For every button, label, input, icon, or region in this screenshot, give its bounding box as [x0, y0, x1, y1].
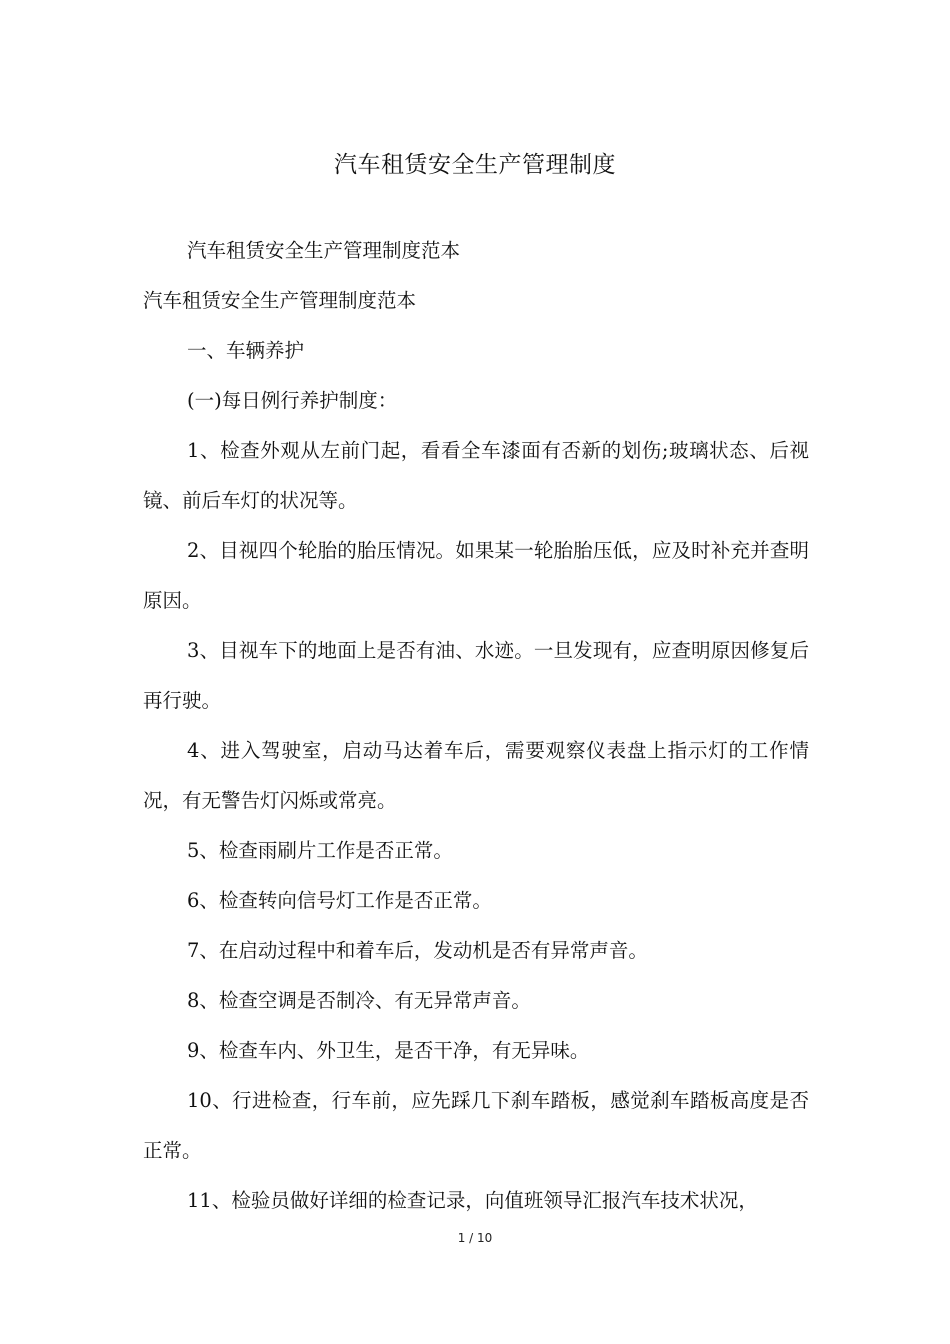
paragraph: 汽车租赁安全生产管理制度范本 — [143, 289, 417, 312]
document-title: 汽车租赁安全生产管理制度 — [334, 152, 616, 178]
subsection-heading: (一)每日例行养护制度： — [187, 389, 398, 412]
list-item: 8、检查空调是否制冷、有无异常声音。 — [187, 989, 531, 1012]
list-item: 9、检查车内、外卫生，是否干净，有无异味。 — [187, 1039, 590, 1062]
list-item: 3、目视车下的地面上是否有油、水迹。一旦发现有，应查明原因修复后再行驶。 — [143, 639, 809, 712]
page-number: 1 / 10 — [457, 1231, 493, 1245]
list-item: 5、检查雨刷片工作是否正常。 — [187, 839, 453, 862]
list-item: 7、在启动过程中和着车后，发动机是否有异常声音。 — [187, 939, 648, 962]
list-item: 2、目视四个轮胎的胎压情况。如果某一轮胎胎压低，应及时补充并查明原因。 — [143, 539, 809, 612]
list-item: 11、检验员做好详细的检查记录，向值班领导汇报汽车技术状况， — [187, 1189, 758, 1212]
list-item: 4、进入驾驶室，启动马达着车后，需要观察仪表盘上指示灯的工作情况，有无警告灯闪烁或常亮。 — [143, 739, 809, 812]
list-item: 10、行进检查，行车前，应先踩几下刹车踏板，感觉刹车踏板高度是否正常。 — [143, 1089, 809, 1162]
list-item: 6、检查转向信号灯工作是否正常。 — [187, 889, 492, 912]
section-heading: 一、车辆养护 — [187, 339, 305, 362]
document-body — [143, 226, 809, 1226]
paragraph: 汽车租赁安全生产管理制度范本 — [187, 239, 461, 262]
list-item: 1、检查外观从左前门起，看看全车漆面有否新的划伤;玻璃状态、后视镜、前后车灯的状况等。 — [143, 439, 809, 512]
